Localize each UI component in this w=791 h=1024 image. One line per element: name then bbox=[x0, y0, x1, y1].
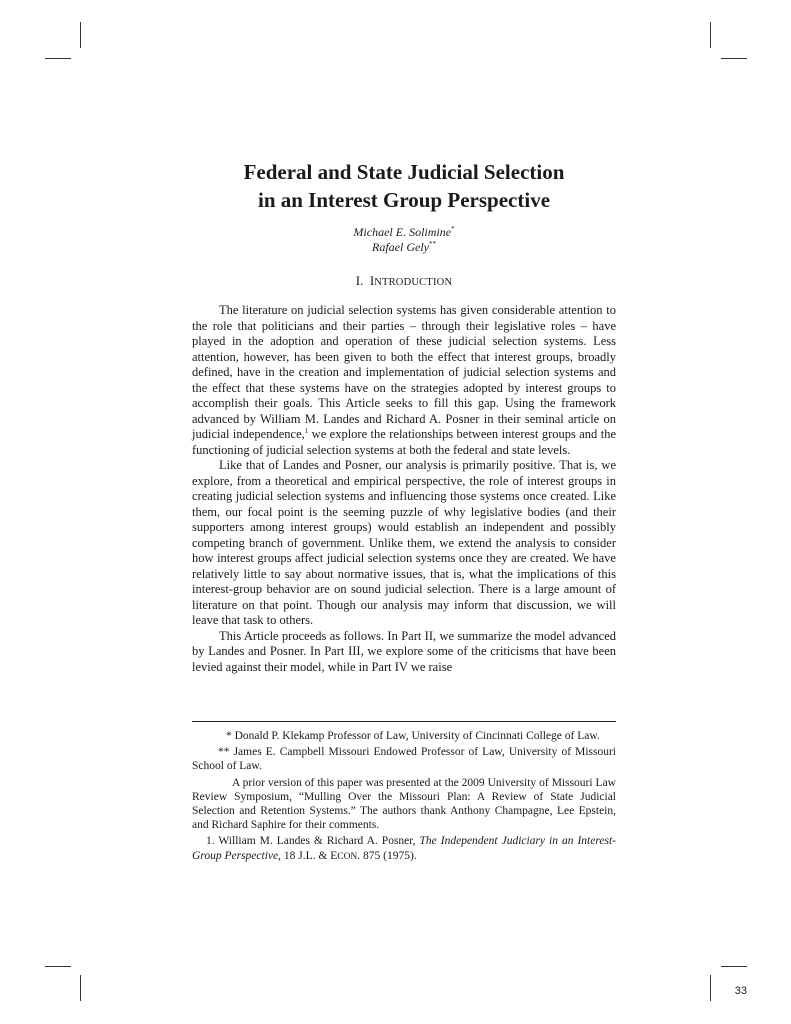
body-paragraph-2: Like that of Landes and Posner, our analysis is primarily positive. That is, we explore, from a theoretical and empirical perspective, the role of interest groups in creating judicial selection systems and influencing those systems once created. Like them, our focal point is the seeming puzzle of why legislative bodies (and their supporters among interest groups) would establish an independent and possibly competing branch of government. Unlike them, we extend the analysis to consider how interest groups affect judicial selection systems once they are created. We have relatively little to say about normative issues, that is, what the implications of this interest-group behavior are on sound judicial selection. There is a large amount of literature on that point. Though our analysis may inform that discussion, we will leave that task to others. bbox=[192, 458, 616, 627]
section-title-rest: NTRODUCTION bbox=[374, 277, 453, 288]
article-title bbox=[192, 158, 616, 214]
article-title-line-1: Federal and State Judicial Selection bbox=[243, 160, 565, 184]
footnote-1: 1. William M. Landes & Richard A. Posner, The Independent Judiciary in an Interest-Group Perspective, 18 J.L. & ECON. 875 (1975). bbox=[192, 835, 616, 862]
footnote-author-1: * Donald P. Klekamp Professor of Law, University of Cincinnati College of Law. bbox=[226, 730, 600, 742]
crop-mark-bottom-left-vertical bbox=[80, 975, 81, 1001]
section-heading-introduction bbox=[192, 273, 616, 291]
footnote-reference-1: 1 bbox=[304, 427, 309, 435]
author-1-footnote-mark: * bbox=[451, 225, 455, 233]
footnote-acknowledgment: A prior version of this paper was presented at the 2009 University of Missouri Law Review Symposium, “Mulling Over the Missouri Plan: A Review of State Judicial Selection and Retention Systems.” The authors thank Anthony Champagne, Lee Epstein, and Richard Saphire for their comments. bbox=[192, 776, 616, 832]
article-title-line-2: in an Interest Group Perspective bbox=[257, 188, 551, 212]
author-block bbox=[192, 225, 616, 255]
crop-mark-top-left-vertical bbox=[80, 22, 81, 48]
footnote-divider bbox=[192, 721, 616, 722]
footnotes bbox=[192, 729, 616, 866]
body-paragraph-3: This Article proceeds as follows. In Part II, we summarize the model advanced by Landes and Posner. In Part III, we explore some of the criticisms that have been levied against their model, while in Part IV we raise bbox=[192, 628, 616, 674]
crop-mark-bottom-right-vertical bbox=[710, 975, 711, 1001]
crop-mark-top-right-vertical bbox=[710, 22, 711, 48]
footnote-1-cited-title: The Independent Judiciary in an Interest-Group Perspective bbox=[192, 835, 616, 862]
body-paragraph-1: The literature on judicial selection systems has given considerable attention to the role that politicians and their parties – through their legislative roles – have played in the adoption and operation of these judicial selection systems. Less attention, however, has been given to both the effect that interest groups, broadly defined, have in the creation and implementation of judicial selection systems and the effect that these systems have on the strategies adopted by interest groups to accomplish their goals. This Article seeks to fill this gap. Using the framework advanced by William M. Landes and Richard A. Posner in their seminal article on judicial independence,$^1$ we explore the relationships between interest groups and the functioning of judicial selection systems at both the federal and state levels. bbox=[192, 303, 616, 457]
page-number: 33 bbox=[734, 985, 747, 997]
footnote-author-2: ** James E. Campbell Missouri Endowed Professor of Law, University of Missouri School of Law. bbox=[192, 746, 616, 773]
author-2: Rafael Gely** bbox=[372, 240, 436, 254]
crop-mark-bottom-left-horizontal bbox=[45, 966, 71, 967]
author-2-footnote-mark: ** bbox=[428, 240, 436, 248]
crop-mark-top-right-horizontal bbox=[721, 58, 747, 59]
crop-mark-top-left-horizontal bbox=[45, 58, 71, 59]
section-initial: I bbox=[369, 273, 375, 288]
author-1: Michael E. Solimine* bbox=[353, 225, 455, 239]
article-body bbox=[192, 303, 616, 675]
section-numeral: I. bbox=[355, 273, 364, 288]
crop-mark-bottom-right-horizontal bbox=[721, 966, 747, 967]
